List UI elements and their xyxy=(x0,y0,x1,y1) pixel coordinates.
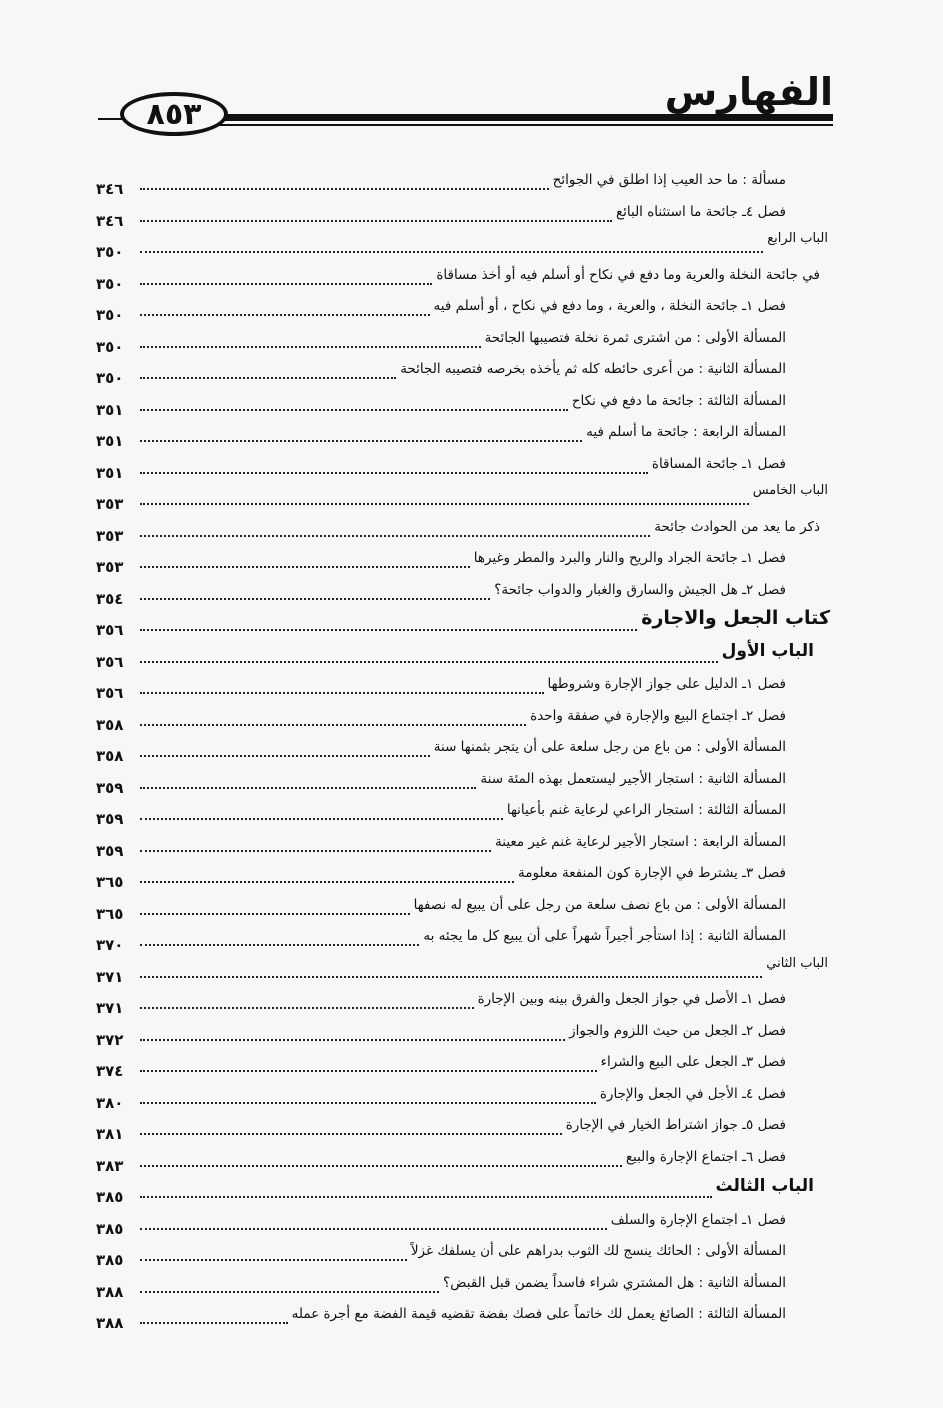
toc-entry-title: فصل ٣ـ الجعل على البيع والشراء xyxy=(600,1054,786,1070)
toc-entry-page: ٣٥٨ xyxy=(96,747,124,765)
dot-leader xyxy=(140,1285,439,1293)
dot-leader xyxy=(140,308,430,316)
toc-entry-title: فصل ٤ـ جائحة ما استثناه البائع xyxy=(615,203,786,220)
toc-entry-page: ٣٦٥ xyxy=(96,873,124,891)
toc-entry xyxy=(96,391,820,423)
page-title: الفهارس xyxy=(664,70,833,114)
toc-entry-title: فصل ٢ـ الجعل من حيث اللزوم والجواز xyxy=(569,1022,786,1039)
toc-entry-title: في جائحة النخلة والعرية وما دفع في نكاح أو أسلم فيه أو أخذ مساقاة xyxy=(436,266,820,283)
toc-entry xyxy=(96,863,820,895)
toc-entry xyxy=(96,1052,820,1084)
toc-entry xyxy=(96,607,830,643)
dot-leader xyxy=(140,497,749,505)
toc-entry-page: ٣٥٦ xyxy=(96,652,124,671)
toc-entry-title: الباب الأول xyxy=(721,640,814,661)
toc-entry-title: فصل ١ـ جائحة الجراد والريح والنار والبرد والمطر وغيرها xyxy=(473,550,786,566)
toc-entry-page: ٣٨٣ xyxy=(96,1156,124,1175)
toc-entry-title: فصل ١ـ الدليل على جواز الإجارة وشروطها xyxy=(547,676,786,692)
toc-entry xyxy=(96,1178,820,1210)
toc-entry-page: ٣٥٤ xyxy=(96,589,124,608)
toc-entry xyxy=(96,422,820,454)
toc-entry-title: الباب الثالث xyxy=(715,1176,814,1196)
toc-entry-title: المسألة الأولى : من باع نصف سلعة من رجل على أن يبيع له نصفها xyxy=(413,896,786,913)
toc-entry-title: فصل ١ـ جائحة المساقاة xyxy=(651,455,786,472)
toc-entry-page: ٣٦٥ xyxy=(96,904,124,923)
toc-entry-page: ٣٥١ xyxy=(96,432,124,450)
dot-leader xyxy=(140,1033,565,1041)
toc-entry-page: ٣٥٩ xyxy=(96,810,124,828)
dot-leader xyxy=(140,1253,407,1261)
toc-entry-page: ٣٥٦ xyxy=(96,684,124,702)
toc-entry xyxy=(96,926,820,958)
toc-entry-title: فصل ١ـ الأصل في جواز الجعل والفرق بينه وبين الإجارة xyxy=(477,991,786,1007)
dot-leader xyxy=(140,1127,562,1135)
toc-entry-title: مسألة : ما حد العيب إذا اطلق في الجوائح xyxy=(552,172,786,188)
toc-entry-title: كتاب الجعل والاجارة xyxy=(641,607,830,629)
toc-entry-page: ٣٨٠ xyxy=(96,1093,124,1112)
dot-leader xyxy=(140,812,503,820)
toc-entry-title: المسألة الثانية : من أعرى حائطه كله ثم يأخذه بخرصه فتصيبه الجائحة xyxy=(400,361,786,377)
toc-entry-page: ٣٥٨ xyxy=(96,715,124,734)
dot-leader xyxy=(140,781,476,789)
toc-entry-page: ٣٥٠ xyxy=(96,337,124,356)
dot-leader xyxy=(140,182,549,190)
toc-entry-title: فصل ٥ـ جواز اشتراط الخيار في الإجارة xyxy=(565,1117,786,1133)
dot-leader xyxy=(140,1001,474,1009)
toc-entry xyxy=(96,548,820,580)
toc-entry xyxy=(96,231,828,265)
toc-entry xyxy=(96,265,820,297)
toc-entry xyxy=(96,483,828,517)
dot-leader xyxy=(140,938,419,946)
dot-leader xyxy=(140,592,490,600)
toc-entry-title: المسألة الأولى : من اشترى ثمرة نخلة فتصيبها الجائحة xyxy=(484,329,786,346)
toc-entry xyxy=(96,769,820,801)
toc-entry-page: ٣٥٣ xyxy=(96,526,124,545)
toc-entry xyxy=(96,1084,820,1116)
dot-leader xyxy=(140,655,718,663)
toc-entry-title: فصل ٢ـ اجتماع البيع والإجارة في صفقة واحدة xyxy=(530,707,786,724)
toc-entry-page: ٣٥٩ xyxy=(96,841,124,860)
toc-entry xyxy=(96,989,820,1021)
toc-entry xyxy=(96,1304,820,1336)
dot-leader xyxy=(140,466,648,474)
toc-entry xyxy=(96,1021,820,1053)
page-number: ٨٥٣ xyxy=(120,92,228,136)
dot-leader xyxy=(140,749,430,757)
toc-entry xyxy=(96,296,820,328)
toc-entry xyxy=(96,800,820,832)
header-rule-thin xyxy=(208,124,833,126)
toc-entry-title: الباب الخامس xyxy=(752,483,828,498)
toc-entry-page: ٣٨١ xyxy=(96,1125,124,1143)
toc-entry xyxy=(96,202,820,234)
toc-entry-page: ٣٥١ xyxy=(96,400,124,419)
toc-entry-title: فصل ٦ـ اجتماع الإجارة والبيع xyxy=(625,1148,786,1165)
page-header xyxy=(98,72,833,134)
toc-entry-page: ٣٨٥ xyxy=(96,1188,124,1206)
dot-leader xyxy=(140,844,491,852)
toc-entry-page: ٣٥١ xyxy=(96,463,124,482)
toc-entry-page: ٣٥٠ xyxy=(96,274,124,293)
toc-entry xyxy=(96,1241,820,1273)
toc-entry xyxy=(96,328,820,360)
toc-entry xyxy=(96,674,820,706)
toc-entry-page: ٣٨٨ xyxy=(96,1314,124,1332)
dot-leader xyxy=(140,529,650,537)
toc-entry-page: ٣٥٦ xyxy=(96,621,124,639)
toc-entry-page: ٣٥٩ xyxy=(96,778,124,797)
dot-leader xyxy=(140,718,526,726)
toc-entry xyxy=(96,706,820,738)
toc-entry-page: ٣٧٢ xyxy=(96,1030,124,1049)
toc-entry-title: المسألة الثالثة : استجار الراعي لرعاية غنم بأعيانها xyxy=(506,802,786,818)
dot-leader xyxy=(140,686,544,694)
toc-entry xyxy=(96,895,820,927)
toc-entry-title: فصل ١ـ اجتماع الإجارة والسلف xyxy=(610,1211,786,1228)
dot-leader xyxy=(140,1159,622,1167)
toc-entry xyxy=(96,1147,820,1179)
toc-entry-page: ٣٥٣ xyxy=(96,558,124,576)
dot-leader xyxy=(140,1064,597,1072)
toc-entry-page: ٣٥٠ xyxy=(96,306,124,324)
toc-entry-title: المسألة الثانية : إذا استأجر أجيراً شهراً على أن يبيع كل ما يجئه به xyxy=(423,928,786,944)
toc-entry-page: ٣٤٦ xyxy=(96,211,124,230)
toc-entry-page: ٣٥٠ xyxy=(96,369,124,387)
dot-leader xyxy=(140,907,410,915)
toc-entry-title: المسألة الثانية : هل المشتري شراء فاسداً يضمن قبل القبض؟ xyxy=(443,1274,786,1291)
dot-leader xyxy=(140,970,762,978)
dot-leader xyxy=(140,434,582,442)
toc-entry-page: ٣٧١ xyxy=(96,999,124,1017)
dot-leader xyxy=(140,245,763,253)
toc-entry xyxy=(96,1210,820,1242)
toc-entry xyxy=(96,170,820,202)
dot-leader xyxy=(140,340,481,348)
toc-entry xyxy=(96,1273,820,1305)
toc-entry xyxy=(96,737,820,769)
toc-entry-title: فصل ٤ـ الأجل في الجعل والإجارة xyxy=(599,1085,786,1102)
dot-leader xyxy=(140,623,637,631)
header-rule-thick xyxy=(208,114,833,121)
toc-entry xyxy=(96,955,828,990)
toc-entry xyxy=(96,1115,820,1147)
toc-entry-title: فصل ٣ـ يشترط في الإجارة كون المنفعة معلومة xyxy=(518,865,786,881)
toc-entry-page: ٣٨٥ xyxy=(96,1251,124,1269)
toc-entry xyxy=(96,359,820,391)
toc-entry-title: ذكر ما يعد من الحوادث جائحة xyxy=(654,518,820,535)
toc-entry-title: فصل ٢ـ هل الجيش والسارق والغبار والدواب جائحة؟ xyxy=(494,581,786,598)
dot-leader xyxy=(140,277,432,285)
dot-leader xyxy=(140,1096,596,1104)
dot-leader xyxy=(140,1190,712,1198)
toc-entry-page: ٣٥٠ xyxy=(96,243,124,261)
table-of-contents xyxy=(96,170,830,1336)
toc-entry-title: فصل ١ـ جائحة النخلة ، والعرية ، وما دفع في نكاح ، أو أسلم فيه xyxy=(433,298,786,314)
toc-entry-title: الباب الرابع xyxy=(767,231,828,246)
dot-leader xyxy=(140,875,514,883)
dot-leader xyxy=(140,1222,607,1230)
dot-leader xyxy=(140,371,396,379)
toc-entry-title: المسألة الثالثة : جائحة ما دفع في نكاح xyxy=(571,392,786,409)
dot-leader xyxy=(140,214,612,222)
dot-leader xyxy=(140,1316,288,1324)
dot-leader xyxy=(140,403,568,411)
toc-entry-page: ٣٨٨ xyxy=(96,1282,124,1301)
toc-entry-title: المسألة الثانية : استجار الأجير ليستعمل بهذه المئة سنة xyxy=(480,770,786,787)
toc-entry-title: المسألة الثالثة : الصائغ يعمل لك خاتماً على فصك بفضة تقضيه قيمة الفضة مع أجرة عمله xyxy=(291,1306,786,1322)
dot-leader xyxy=(140,560,470,568)
toc-entry xyxy=(96,454,820,486)
toc-entry-page: ٣٤٦ xyxy=(96,180,124,198)
toc-entry xyxy=(96,640,820,675)
toc-entry-title: الباب الثاني xyxy=(766,955,828,971)
toc-entry-page: ٣٧١ xyxy=(96,967,124,986)
toc-entry-page: ٣٧٤ xyxy=(96,1062,124,1080)
toc-entry-title: المسألة الأولى : من باع من رجل سلعة على أن يتجر بثمنها سنة xyxy=(433,739,786,755)
toc-entry xyxy=(96,832,820,864)
toc-entry xyxy=(96,517,820,549)
toc-entry-title: المسألة الأولى : الحائك ينسج لك الثوب بدراهم على أن يسلفك غزلاً xyxy=(410,1243,786,1259)
toc-entry-page: ٣٥٣ xyxy=(96,495,124,513)
toc-entry-title: المسألة الرابعة : جائحة ما أسلم فيه xyxy=(586,424,786,440)
toc-entry-title: المسألة الرابعة : استجار الأجير لرعاية غنم غير معينة xyxy=(495,833,786,850)
toc-entry-page: ٣٧٠ xyxy=(96,936,124,954)
toc-entry-page: ٣٨٥ xyxy=(96,1219,124,1238)
